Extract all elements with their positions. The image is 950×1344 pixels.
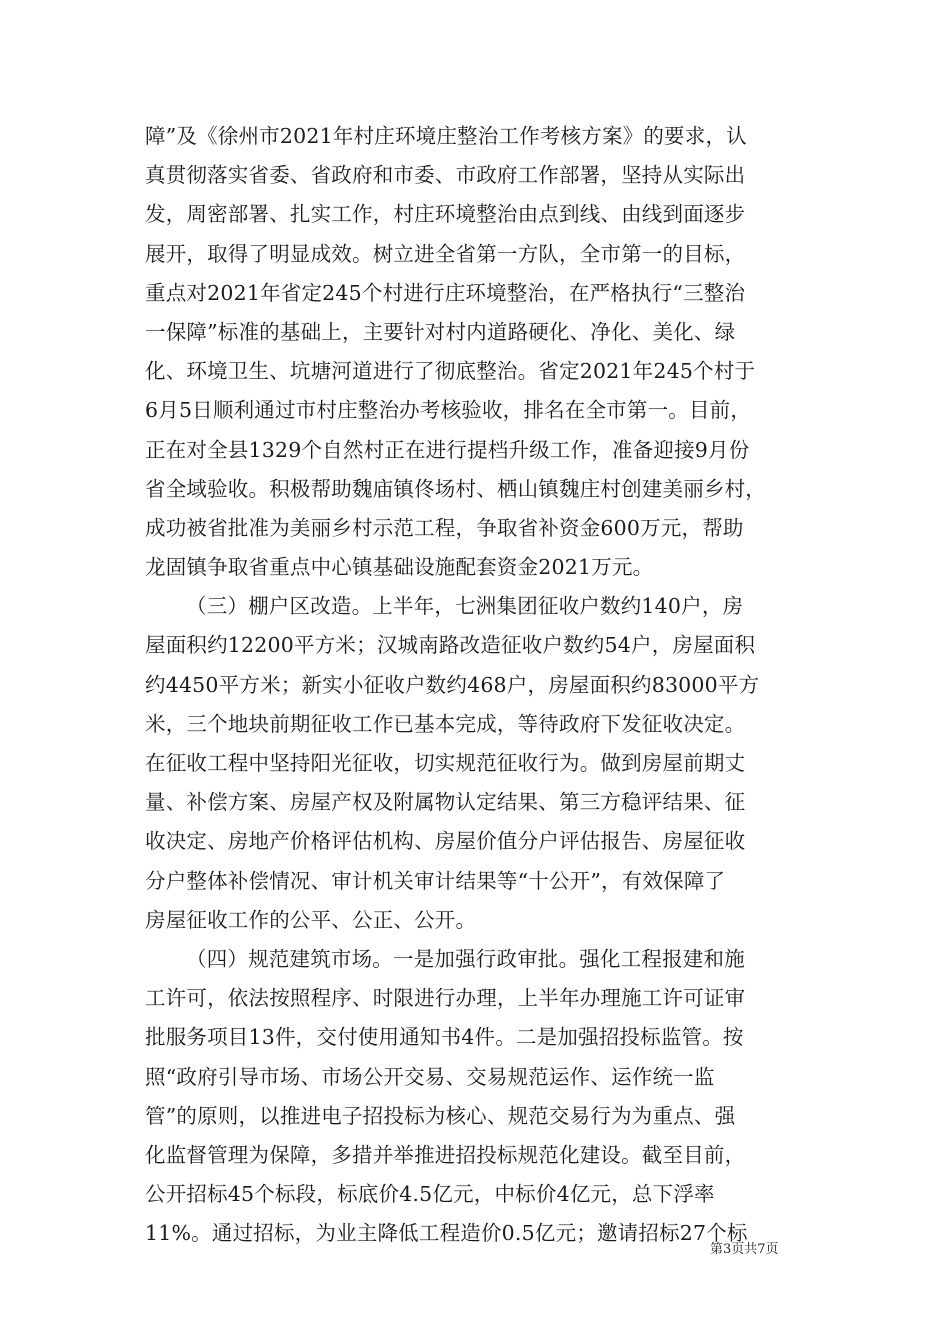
text-line: 照“政府引导市场、市场公开交易、交易规范运作、运作统一监 bbox=[145, 1064, 715, 1089]
text-line: 省全域验收。积极帮助魏庙镇佟场村、栖山镇魏庄村创建美丽乡村， bbox=[145, 476, 766, 501]
text-line: 管”的原则，以推进电子招投标为核心、规范交易行为为重点、强 bbox=[145, 1103, 736, 1128]
text-line: 龙固镇争取省重点中心镇基础设施配套资金2021万元。 bbox=[145, 555, 654, 580]
text-line: 成功被省批准为美丽乡村示范工程，争取省补资金600万元，帮助 bbox=[145, 515, 744, 540]
text-line: 米，三个地块前期征收工作已基本完成，等待政府下发征收决定。 bbox=[145, 711, 746, 736]
page-number: 第3页共7页 bbox=[710, 1242, 779, 1257]
text-line: 约4450平方米；新实小征收户数约468户，房屋面积约83000平方 bbox=[145, 672, 760, 697]
text-line: 公开招标45个标段，标底价4.5亿元，中标价4亿元，总下浮率 bbox=[145, 1182, 715, 1207]
text-line: 批服务项目13件，交付使用通知书4件。二是加强招投标监管。按 bbox=[145, 1025, 744, 1050]
text-line: 收决定、房地产价格评估机构、房屋价值分户评估报告、房屋征收 bbox=[145, 829, 746, 854]
text-line: 展开，取得了明显成效。树立进全省第一方队，全市第一的目标， bbox=[145, 241, 746, 266]
text-line: 化监督管理为保障，多措并举推进招投标规范化建设。截至目前， bbox=[145, 1142, 746, 1167]
text-line: 一保障”标准的基础上，主要针对村内道路硬化、净化、美化、绿 bbox=[145, 319, 736, 344]
text-line: 正在对全县1329个自然村正在进行提档升级工作，准备迎接9月份 bbox=[145, 437, 750, 462]
text-line: 重点对2021年省定245个村进行庄环境整治，在严格执行“三整治 bbox=[145, 280, 746, 305]
text-line: 障”及《徐州市2021年村庄环境庄整治工作考核方案》的要求，认 bbox=[145, 124, 747, 148]
document-body bbox=[145, 117, 813, 1253]
text-line: 工许可，依法按照程序、时限进行办理，上半年办理施工许可证审 bbox=[145, 986, 746, 1011]
text-line: 分户整体补偿情况、审计机关审计结果等“十公开”，有效保障了 bbox=[145, 868, 726, 893]
section-heading-line: （三）棚户区改造。上半年，七洲集团征收户数约140户，房 bbox=[186, 594, 744, 619]
section-heading-line: （四）规范建筑市场。一是加强行政审批。强化工程报建和施 bbox=[186, 946, 745, 971]
text-line: 屋面积约12200平方米；汉城南路改造征收户数约54户，房屋面积 bbox=[145, 633, 756, 658]
text-line: 6月5日顺利通过市村庄整治办考核验收，排名在全市第一。目前， bbox=[145, 398, 752, 423]
text-line: 真贯彻落实省委、省政府和市委、市政府工作部署，坚持从实际出 bbox=[145, 163, 746, 188]
text-line: 11%。通过招标，为业主降低工程造价0.5亿元；邀请招标27个标 bbox=[145, 1221, 748, 1246]
text-line: 房屋征收工作的公平、公正、公开。 bbox=[145, 907, 477, 932]
text-line: 发，周密部署、扎实工作，村庄环境整治由点到线、由线到面逐步 bbox=[145, 202, 746, 227]
text-line: 在征收工程中坚持阳光征收，切实规范征收行为。做到房屋前期丈 bbox=[145, 751, 746, 775]
text-line: 量、补偿方案、房屋产权及附属物认定结果、第三方稳评结果、征 bbox=[145, 790, 746, 815]
text-line: 化、环境卫生、坑塘河道进行了彻底整治。省定2021年245个村于 bbox=[145, 359, 756, 384]
